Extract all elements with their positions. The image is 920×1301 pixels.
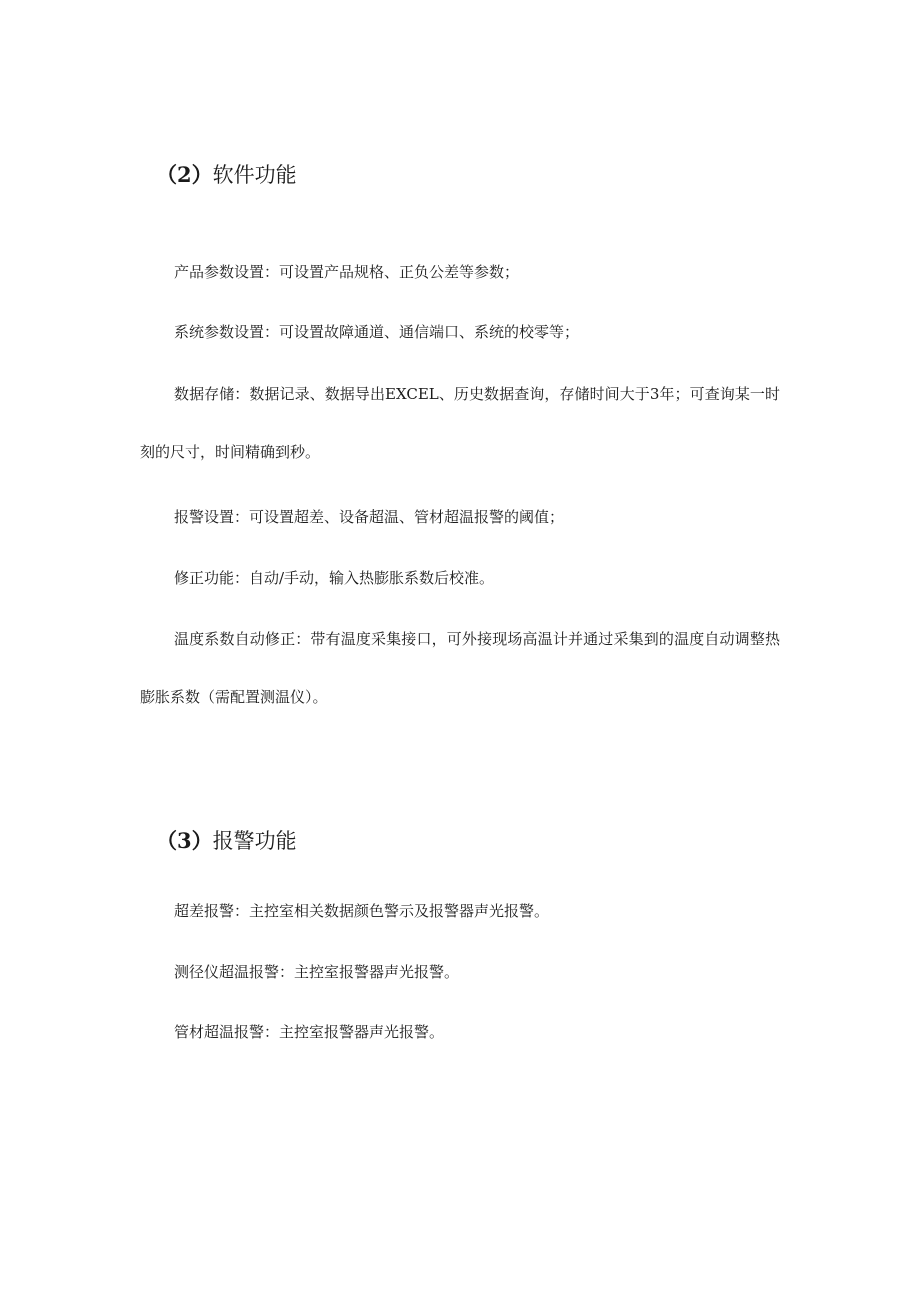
paragraph-tolerance-alarm: 超差报警：主控室相关数据颜色警示及报警器声光报警。	[174, 902, 550, 920]
paragraph-correction-function: 修正功能：自动/手动，输入热膨胀系数后校准。	[174, 569, 495, 587]
paragraph-pipe-overtemp-alarm: 管材超温报警：主控室报警器声光报警。	[174, 1023, 445, 1041]
section-title: 报警功能	[212, 829, 297, 853]
section-number: （3）	[156, 828, 213, 853]
paragraph-temperature-correction: 温度系数自动修正：带有温度采集接口，可外接现场高温计并通过采集到的温度自动调整热膨胀系数（需配置测温仪）。	[140, 630, 780, 706]
section-title: 软件功能	[212, 163, 297, 187]
section-heading-alarm-functions	[156, 826, 297, 856]
paragraph-gauge-overtemp-alarm: 测径仪超温报警：主控室报警器声光报警。	[174, 963, 460, 981]
paragraph-alarm-settings: 报警设置：可设置超差、设备超温、管材超温报警的阈值；	[174, 508, 565, 526]
paragraph-data-storage: 数据存储：数据记录、数据导出EXCEL、历史数据查询，存储时间大于3年；可查询某一时刻的尺寸，时间精确到秒。	[140, 385, 780, 461]
paragraph-product-parameters: 产品参数设置：可设置产品规格、正负公差等参数；	[174, 263, 520, 281]
section-heading-software-functions	[156, 160, 297, 190]
section-number: （2）	[156, 162, 213, 187]
paragraph-system-parameters: 系统参数设置：可设置故障通道、通信端口、系统的校零等；	[174, 323, 580, 341]
